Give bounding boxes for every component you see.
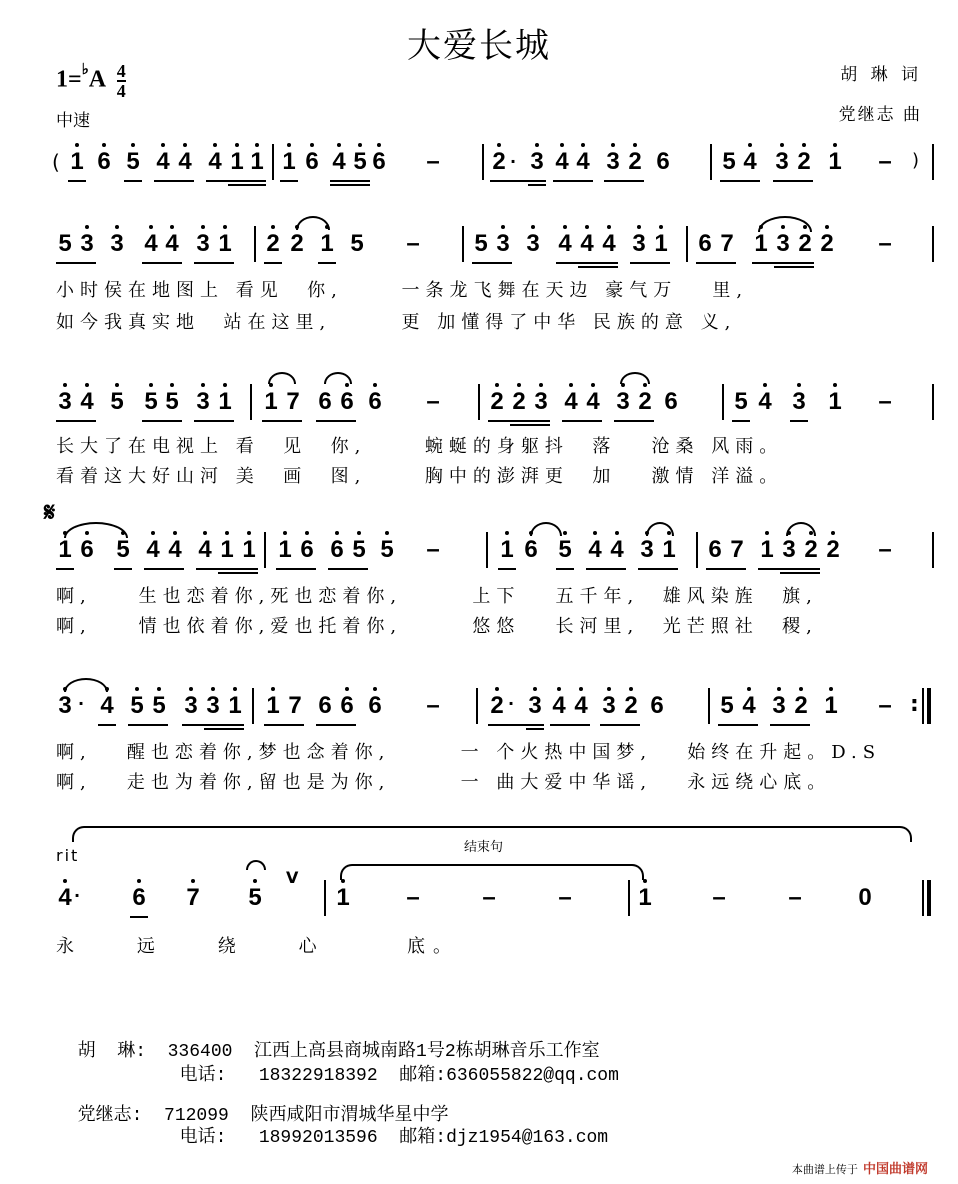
paren-close: ) — [912, 150, 920, 171]
address: 陕西咸阳市渭城华星中学 — [250, 1106, 449, 1126]
lyrics-line: 如今我真实地 站在这里, 更 加懂得了中华 民族的意 义, — [56, 312, 737, 333]
barline — [272, 144, 274, 180]
flat-icon: ♭ — [81, 62, 89, 78]
key-label: 1= — [56, 66, 82, 93]
fermata-icon — [246, 860, 266, 870]
ending-label: 结束句 — [464, 840, 504, 855]
lyrics-line: 啊, 情也依着你,爱也托着你, 悠悠 长河里, 光芒照社 稷, — [56, 616, 818, 637]
lyrics-line: 永 远 绕 心 底。 — [56, 936, 459, 957]
contact-dangjizhi-phone — [158, 1102, 608, 1148]
repeat-dots: : — [910, 692, 919, 717]
system-4: 1 6 5 4 4 4 1 1 1 6 6 5 5 – 1 6 5 4 4 3 1 6 7 1 3 2 2 – — [0, 528, 958, 572]
final-barline — [927, 880, 931, 916]
site-logo[interactable]: 中国曲谱网 — [862, 1162, 928, 1177]
system-6: 4 · 6 7 5 V 1 – – – 1 – – 0 — [0, 876, 958, 920]
lyrics-line: 看着这大好山河 美 画 图, 胸中的澎湃更 加 激情 洋溢。 — [56, 466, 784, 487]
phone-label: 电话: — [179, 1066, 227, 1086]
breath-mark: V — [286, 868, 299, 887]
composer-credit: 党继志 曲 — [838, 105, 922, 125]
segno-icon: 𝄋 — [44, 498, 56, 528]
email-label: 邮箱: — [399, 1066, 447, 1086]
system-2: 5 3 3 4 4 3 1 2 2 1 5 – 5 3 3 4 4 4 3 1 6 7 1 3 2 2 – — [0, 222, 958, 266]
contact-name: 胡 琳: — [77, 1042, 147, 1062]
tempo-marking: 中速 — [56, 111, 90, 131]
email-label: 邮箱: — [399, 1128, 447, 1148]
phone: 18322918392 — [258, 1066, 378, 1086]
email: 636055822@qq.com — [446, 1066, 619, 1086]
paren-open: ( — [52, 150, 60, 174]
lyricist-credit: 胡 琳 词 — [840, 65, 922, 85]
phone-label: 电话: — [179, 1128, 227, 1148]
postcode: 712099 — [164, 1106, 229, 1126]
email: djz1954@163.com — [446, 1128, 609, 1148]
time-sig-bottom: 4 — [116, 81, 126, 101]
phone: 18992013596 — [258, 1128, 378, 1148]
system-1: ( 1 6 5 4 4 4 1 1 1 6 4 5 6 – 2 · 3 4 4 3 2 6 5 4 3 2 1 – ) — [0, 140, 958, 184]
song-title: 大爱长城 — [407, 26, 551, 66]
repeat-end-barline — [927, 688, 931, 724]
lyrics-line: 啊, 生也恋着你,死也恋着你, 上下 五千年, 雄风染旌 旗, — [56, 586, 818, 607]
contact-name: 党继志: — [77, 1106, 143, 1126]
address: 江西上高县商城南路1号2栋胡琳音乐工作室 — [254, 1042, 600, 1062]
system-3: 3 4 5 5 5 3 1 1 7 6 6 6 – 2 2 3 4 4 3 2 6 5 4 3 1 – — [0, 380, 958, 424]
lyrics-line: 啊, 走也为着你,留也是为你, 一 曲大爱中华谣, 永远绕心底。 — [56, 772, 832, 793]
lyrics-line: 长大了在电视上 看 见 你, 蜿蜒的身躯抖 落 沧桑 风雨。 — [56, 436, 784, 457]
time-signature — [117, 62, 126, 100]
key-note: A — [88, 66, 105, 93]
rit-marking: rit — [56, 846, 80, 865]
key-signature — [56, 62, 126, 100]
lyrics-line: 小时侯在地图上 看见 你, 一条龙飞舞在天边 豪气万 里, — [56, 280, 749, 301]
time-sig-top: 4 — [116, 61, 126, 81]
postcode: 336400 — [167, 1042, 233, 1062]
watermark — [792, 1158, 928, 1177]
watermark-text: 本曲谱上传于 — [791, 1163, 858, 1176]
system-5: 3 · 4 5 5 3 3 1 1 7 6 6 6 – 2 · 3 4 4 3 2 6 5 4 3 2 1 – : — [0, 684, 958, 728]
lyrics-line: 啊, 醒也恋着你,梦也念着你, 一 个火热中国梦, 始终在升起。D.S — [56, 742, 882, 763]
